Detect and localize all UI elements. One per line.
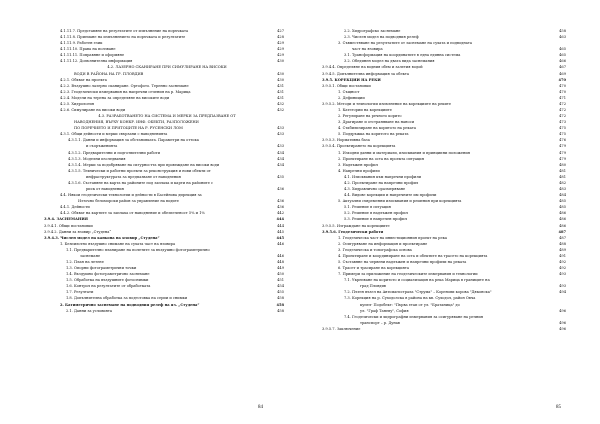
toc-entry-page: 481 (559, 168, 566, 173)
toc-entry-page: 448 (277, 259, 284, 264)
toc-entry-page: 434 (277, 162, 284, 167)
toc-entry-page: 433 (277, 144, 284, 149)
toc-entry-title: 1.4. Въздушно фотограметрично заснемане (66, 272, 150, 277)
toc-entry-page: 496 (559, 326, 566, 331)
toc-entry-page: 446 (277, 253, 284, 258)
toc-entry-title: 3.9.4.5. Допълнителна информация за обекта (322, 71, 409, 76)
toc-entry-title: 4.3.1.6. Съставяне на карта на районите под заплаха и карти на районите с (68, 180, 214, 185)
toc-entry-title: 1. Изходни данни и материали, изисквания и принципни положения (338, 150, 471, 155)
toc-entry-title: 3. Съвместяване на резултатите от заснемане на сухата и подводната (338, 41, 473, 46)
toc-entry-page: 444 (277, 223, 284, 228)
toc-entry-page: 434 (277, 150, 284, 155)
toc-entry-title: Източно беломорски район за управление на водите (78, 199, 179, 204)
toc-entry-title: 5.3. Решение в напречен профил (344, 217, 407, 222)
toc-entry-title: транспорт – р. Дунав (360, 320, 400, 325)
toc-entry-title: 7.1. Укрепване на коритото и социализация на река Марица в границите на (344, 278, 490, 283)
toc-entry-page: 430 (277, 77, 284, 82)
toc-entry-page: 488 (559, 241, 566, 246)
toc-entry-title: 4.3.1. Общи дейности и мерки свързани с наводненията (60, 132, 168, 137)
toc-entry-title: 1.1. Предварително планиране на полетите за въздушно фотограметрично (66, 247, 210, 252)
toc-entry-title: 3.1. Трансформация на координатите в една единна система (344, 53, 461, 58)
toc-entry-page: 469 (559, 71, 566, 76)
toc-entry-title: 4. Стабилизиране на коритото на реката (338, 126, 417, 131)
toc-entry-page: 427 (277, 29, 284, 33)
toc-entry-title: риск от наводнения (86, 187, 124, 192)
toc-entry-page: 496 (559, 320, 566, 325)
toc-entry-title: 3.9.5.4. Проектирането на корекцията (322, 144, 396, 149)
toc-entry-title: 1.7. Резултати (66, 290, 94, 295)
toc-entry-page: 432 (277, 101, 284, 106)
toc-entry-title: 3.9.4.1. Общи постановки (44, 223, 93, 228)
toc-entry-title: 4.3.1.4. Мерки за подобряване на сигурността при провеждане на високи води (68, 162, 220, 167)
toc-entry-title: 1.6. Контрол на резултатите от обработката (66, 284, 151, 289)
toc-entry-title: 4.1.11.8. Приемане на изпълнението на поръчката и резултатите (60, 35, 186, 40)
toc-entry-page: 455 (277, 290, 284, 295)
toc-entry-title: 1.2. План на летене (66, 259, 104, 264)
toc-entry-page: 467 (559, 65, 566, 70)
toc-entry-page: 466 (559, 59, 566, 64)
toc-entry-title: 5. Поддръжка на коритото на реката (338, 132, 409, 137)
toc-page-left (44, 28, 284, 410)
toc-entry-page: 433 (277, 132, 284, 137)
toc-entry-title: част на язовира (352, 47, 383, 52)
toc-entry-page: 454 (277, 284, 284, 289)
toc-entry-page: 450 (277, 272, 284, 277)
toc-entry-page: 445 (276, 235, 284, 240)
toc-entry-page: 485 (559, 199, 566, 204)
toc-entry-title: 4. Проектиране и координиране на оста и обектите на трасето на корекцията (338, 253, 488, 258)
toc-entry-page: 445 (277, 229, 284, 234)
toc-entry-title: 3.9.5. КОРЕКЦИИ НА РЕКИ (322, 77, 381, 82)
toc-entry-page: 446 (277, 241, 284, 246)
toc-entry-title: 4.2.6. Симулиране на високи води (60, 108, 126, 113)
toc-entry-page: 487 (558, 229, 566, 234)
toc-entry-title: 2.1. Данни за условията (66, 308, 113, 313)
toc-entry-title: 4.2.5. Хидрология (60, 101, 95, 106)
toc-entry-title: 4.2.1. Обхват на проекта (60, 77, 107, 82)
toc-entry-title: 4.1.11.9. Работен език (60, 41, 103, 46)
toc-entry-title: 3.9.4.2. Данни за язовир „Студена“ (44, 229, 112, 234)
toc-entry-title: 4.3.1.1. Данни и информация за обстановката. Параметри на оттока (68, 138, 199, 143)
toc-entry-page: 442 (277, 211, 284, 216)
toc-entry-title: 1.3. Опорни фотограметрични точки (66, 266, 137, 271)
toc-entry-title: 4.4. Някои геодезически технологии и дейности в Басейнова дирекция за (60, 193, 202, 198)
toc-entry-title: купел- Подобект: "Първа етап от ул. "Братаница" до (360, 302, 460, 307)
toc-entry-title: 5.1. Решение в ситуация (344, 205, 391, 210)
toc-entry-title: 4.1.11.7. Представяне на резултатите от изпълнение на поръчката (60, 29, 189, 33)
toc-entry-title: 4.4.1. Дейности (60, 205, 90, 210)
toc-entry-page: 429 (277, 53, 284, 58)
toc-entry-page: 449 (277, 266, 284, 271)
toc-entry-title: 3.9.5.2. Методи и технологии изпълнение на корекциите на реките (322, 101, 451, 106)
toc-entry-page: 463 (559, 35, 566, 40)
toc-entry-title: 3. Драгиране и отстраняване на наноси (338, 120, 415, 125)
toc-entry-page: 436 (277, 187, 284, 192)
toc-entry-page: 470 (559, 89, 566, 94)
toc-entry-page: 494 (559, 290, 566, 295)
toc-entry-title: 4.2.4. Модели на терена за определяне на високите води (60, 95, 170, 100)
toc-entry-title: 3.9.5.6. Геодезически работи (322, 229, 384, 234)
toc-entry (322, 326, 566, 332)
toc-entry-page: 489 (559, 247, 566, 252)
toc-entry-page: 436 (277, 205, 284, 210)
toc-page-right (322, 28, 566, 410)
toc-entry-page: 485 (559, 205, 566, 210)
toc-entry-title: 7.2. Пътен възел на Автомагистрала "Струма" – Коренови корова "Дяконска" (344, 290, 492, 295)
toc-entry-title: ПО ПОРЕЧИЕТО И ПРИТОЦИТЕ НА Р. РУСЕНСКИ ЛОМ (74, 126, 183, 131)
toc-entry-title: 4.1.11.11. Поправяне и оформяне (60, 53, 125, 58)
toc-entry-page: 487 (559, 235, 566, 240)
toc-entry-page: 428 (277, 35, 284, 40)
toc-entry-title: 2. Проектиране на оста на проекта ситуация (338, 156, 424, 161)
page-number-right: 85 (556, 405, 561, 410)
toc-entry-title: 3.2. Обединен модел на двата вида заснемания (344, 59, 435, 64)
toc-entry-page: 431 (277, 89, 284, 94)
toc-entry-title: 1.8. Допълнителна обработка за подготовка на серии и снимки (66, 296, 188, 301)
toc-entry-title: 4.2. Проектиране на напречни профил (344, 180, 419, 185)
toc-entry-title: 5. Актуални съвременни изисквания и решения при корекцията (338, 199, 462, 204)
toc-entry-page: 475 (559, 126, 566, 131)
toc-entry-title: 2.2. Хидрографско заснемане (344, 29, 401, 33)
toc-entry-title: 4.2.3. Геодезически измервания на напречни сечения на р. Марица (60, 89, 191, 94)
toc-entry-page: 458 (277, 308, 284, 313)
toc-entry-title: 4.3.1.5. Технически и работни проекти за реконструкция и нови обекти от (68, 168, 211, 173)
toc-entry-title: 2.3. Числен модел на подводния релеф (344, 35, 419, 40)
toc-entry-title: 4.2.2. Въздушно лазерно сканиране. Ортофото. Теренно заснемане (60, 83, 189, 88)
toc-entry-title: 4.3. Хидравлично оразмеряване (344, 187, 406, 192)
toc-entry-page: 482 (559, 180, 566, 185)
toc-entry-title: инфраструктурата за предпазване от наводнения (86, 174, 181, 179)
toc-entry-title: 4. Напречни профили (338, 168, 380, 173)
toc-entry-title: 1. Категории на корекциите (338, 108, 392, 113)
toc-entry-page: 434 (277, 156, 284, 161)
toc-entry-page: 470 (559, 83, 566, 88)
toc-entry-title: 4.4.2. Обхват на картите за заплаха от наводнение и обезпеченост 5% и 1% (60, 211, 205, 216)
toc-entry-page: 432 (277, 108, 284, 113)
toc-entry-page: 476 (559, 138, 566, 143)
page-number-left: 84 (258, 405, 263, 410)
toc-entry-title: заснемане (80, 253, 101, 258)
toc-entry-page: 471 (559, 95, 566, 100)
toc-entry-title: 4.4. Видове корекции и напречните им профили (344, 193, 437, 198)
toc-entry-page: 458 (559, 29, 566, 33)
toc-entry-page: 435 (277, 174, 284, 179)
toc-entry-title: 3.9.4. ЗАСНЕМАНИЯ (44, 217, 88, 222)
toc-entry-title: 1. Същност (338, 89, 360, 94)
toc-entry-page: 486 (559, 223, 566, 228)
toc-entry-page: 492 (559, 266, 566, 271)
toc-entry-page: 496 (559, 308, 566, 313)
toc-entry-page: 472 (559, 101, 566, 106)
toc-entry-page: 483 (559, 187, 566, 192)
toc-entry-title: 7.4. Геодезически и хидрографни измервания за осигуряване на речния (344, 314, 484, 319)
toc-entry-title: 3.9.5.5. Изграждане на корекциите (322, 223, 390, 228)
toc-entry-title: и съоръженията (86, 144, 118, 149)
toc-entry-title: 4.3.1.3. Моделни изследвания (68, 156, 126, 161)
toc-entry-page: 472 (559, 114, 566, 119)
toc-entry-page: 430 (277, 71, 284, 76)
toc-entry-title: 5. Съставяне на червени надлъжен и напречни профили на реката (338, 259, 467, 264)
toc-entry-title: град Пловдив (360, 284, 386, 289)
toc-entry-page: 479 (559, 150, 566, 155)
toc-entry-title: НАВОДНЕНИЯ, ВЪРХУ КОНКР. ИНФ. ОБЕКТИ, РАЗПОЛОЖЕНИ (74, 120, 199, 125)
toc-entry-title: 5.2. Решение в надлъжен профил (344, 211, 408, 216)
toc-entry-title: 1. Геодезическа част на инвестиционния проект на река (338, 235, 447, 240)
toc-entry-page: 436 (277, 199, 284, 204)
toc-entry-title: 2. Регулиране на речното корито (338, 114, 402, 119)
toc-entry-title: 1. Безпилотно въздушно снимане на сухата част на язовира (60, 241, 176, 246)
toc-entry-page: 480 (559, 162, 566, 167)
toc-entry-page: 465 (559, 53, 566, 58)
toc-entry-page: 486 (559, 211, 566, 216)
toc-entry-page: 475 (559, 132, 566, 137)
toc-entry-title: 4.2. ЛАЗЕРНО СКАНИРАНЕ ПРИ СИМУЛИРАНЕ НА ВИСОКИ (107, 65, 227, 70)
toc-entry-title: 6. Трасет и трасиране на корекцията (338, 266, 410, 271)
toc-entry-page: 473 (559, 120, 566, 125)
toc-entry-page: 451 (277, 278, 284, 283)
toc-entry-page: 431 (277, 95, 284, 100)
toc-entry-title: 4.3. РАЗРАБОТВАНЕТО НА СИСТЕМА И МЕРКИ ЗА ПРЕДПАЗВАНЕ ОТ (98, 114, 236, 119)
toc-entry-title: ВОДИ В РАЙОНА НА ГР. ПЛОВДИВ (74, 71, 144, 76)
toc-entry-title: 7.3. Корекция на р. Суходолска в района на кв. Суходол, район Овча (344, 296, 476, 301)
toc-entry-title: 3.9.4.4. Определяне на водния обем и залетия водой (322, 65, 423, 70)
toc-entry-page: 458 (276, 302, 284, 307)
toc-entry-page: 430 (277, 59, 284, 64)
toc-entry-title: 3. Надлъжен профил (338, 162, 378, 167)
toc-entry-title: 4.1. Изисквания към напречни профили (344, 174, 421, 179)
toc-entry-title: 3.9.5.1. Общи постановки (322, 83, 371, 88)
toc-entry-title: 3. Геодезическа и топографска основа (338, 247, 412, 252)
toc-entry-page: 433 (277, 126, 284, 131)
toc-entry-title: 4.1.11.10. Права на ползване (60, 47, 116, 52)
toc-entry-title: 2. Батиметрично заснемане на подводния релеф на яз. „Студена“ (60, 302, 200, 307)
toc-entry-title: 1.5. Обработка на въздушните фотоснимки (66, 278, 149, 283)
toc-entry-page: 481 (559, 174, 566, 179)
toc-entry-page: 470 (558, 77, 566, 82)
toc-entry-page: 479 (559, 156, 566, 161)
toc-entry (44, 308, 284, 314)
toc-entry-title: 3.9.4.3. Числен модел на каньона на язовир „Студена“ (44, 235, 160, 240)
toc-entry-page: 472 (559, 108, 566, 113)
toc-entry-page: 429 (277, 47, 284, 52)
toc-entry-page: 429 (277, 41, 284, 46)
toc-entry-title: 7. Примери за приложение на геодезическите измервания и технологии (338, 272, 478, 277)
toc-entry-page: 486 (559, 217, 566, 222)
toc-entry-title: 2. Дефиниции (338, 95, 365, 100)
toc-entry-page: 493 (559, 284, 566, 289)
toc-entry-page: 444 (276, 217, 284, 222)
toc-entry-page: 479 (559, 144, 566, 149)
toc-entry-page: 492 (559, 259, 566, 264)
toc-entry-page: 493 (559, 272, 566, 277)
toc-entry-title: 3.9.5.3. Нормативна база (322, 138, 370, 143)
toc-entry-title: 4.3.1.2. Предварителни и подготвителни работи (68, 150, 161, 155)
toc-entry-title: 4.1.11.12. Допълнителна информация (60, 59, 133, 64)
toc-entry-page: 458 (277, 296, 284, 301)
toc-entry-page: 465 (559, 47, 566, 52)
toc-entry-page: 484 (559, 193, 566, 198)
toc-entry-page: 491 (559, 253, 566, 258)
toc-entry-title: ул. "Граф Таневу", София (360, 308, 409, 313)
toc-entry-title: 3.9.5.7. Заключение (322, 326, 361, 331)
toc-entry-page: 431 (277, 83, 284, 88)
toc-entry-title: 2. Осигуряване на информация и проектиране (338, 241, 428, 246)
